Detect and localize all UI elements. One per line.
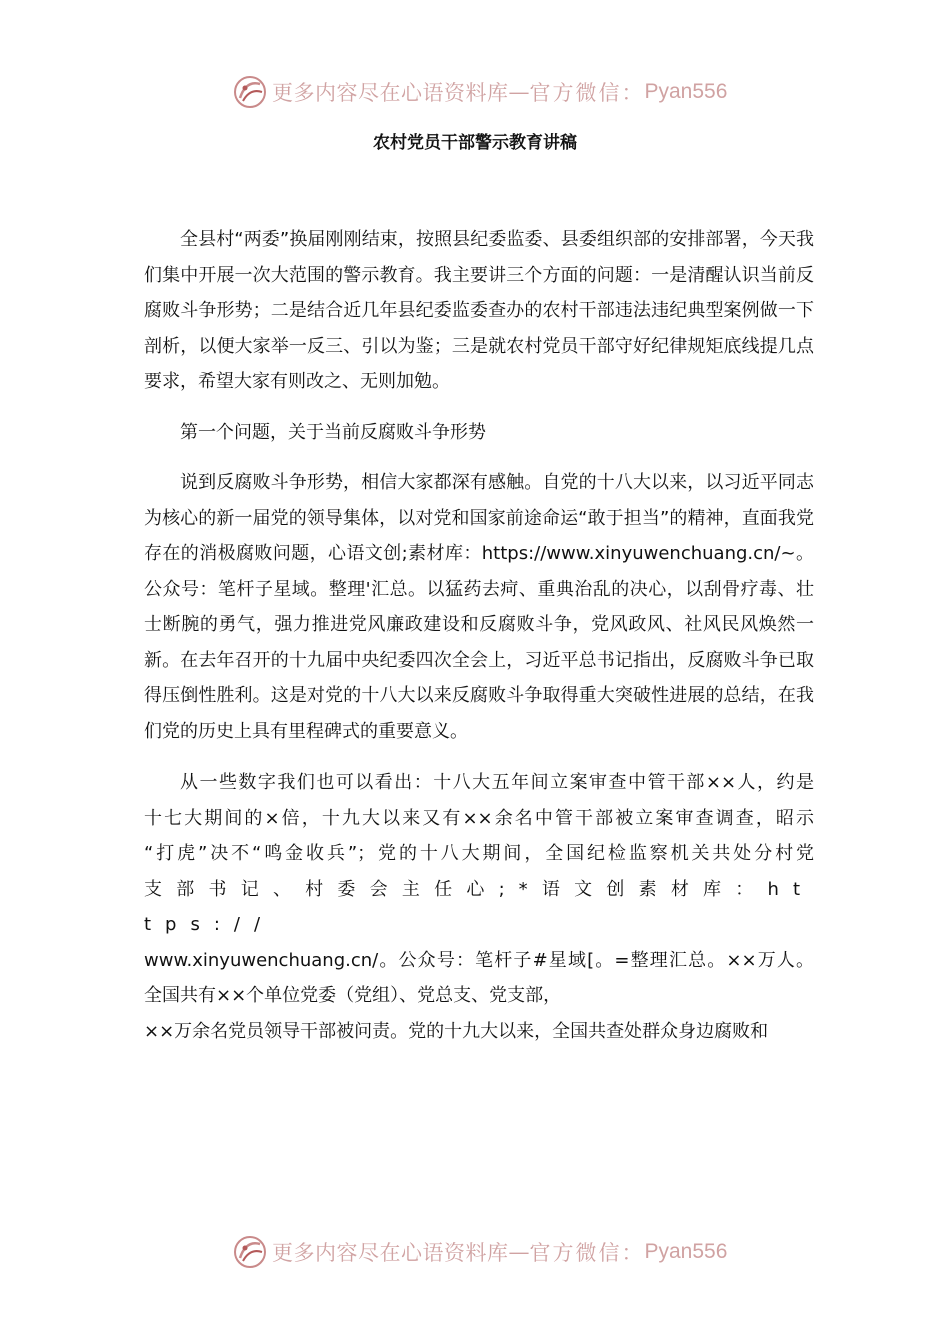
paragraph-line: 从一些数字我们也可以看出：十八大五年间立案审查中管干部××人，约是: [180, 772, 814, 793]
banner-wechat-label: 官方微信：: [529, 81, 645, 105]
banner-text: 更多内容尽在心语资料库: [272, 81, 509, 105]
paragraph-line: 十七大期间的×倍，十九大以来又有××余名中管干部被立案审查调查，昭示: [144, 807, 814, 829]
logo-icon: [232, 1234, 268, 1270]
paragraph-numbers: [144, 765, 814, 1049]
header-watermark-banner: [232, 72, 727, 112]
paragraph-situation: 说到反腐败斗争形势，相信大家都深有感触。自党的十八大以来，以习近平同志为核心的新一届党的领导集体，以对党和国家前途命运“敢于担当”的精神，直面我党存在的消极腐败问题，心语文创;素材库：https://www.xinyuwenchuang.cn/~。公众号：笔杆子星域。整理'汇总。以猛药去疴、重典治乱的决心，以刮骨疗毒、壮士断腕的勇气，强力推进党风廉政建设和反腐败斗争，党风政风、社风民风焕然一新。在去年召开的十九届中央纪委四次全会上，习近平总书记指出，反腐败斗争已取得压倒性胜利。这是对党的十八大以来反腐败斗争取得重大突破性进展的总结，在我们党的历史上具有里程碑式的重要意义。: [144, 472, 814, 742]
paragraph-line: 全国共有××个单位党委（党组）、党总支、党支部，: [144, 985, 562, 1006]
banner-dash: —: [508, 80, 530, 104]
document-body: [144, 222, 814, 1049]
paragraph-intro: 全县村“两委”换届刚刚结束，按照县纪委监委、县委组织部的安排部署，今天我们集中开展一次大范围的警示教育。我主要讲三个方面的问题：一是清醒认识当前反腐败斗争形势；二是结合近几年县纪委监委查办的农村干部违法违纪典型案例做一下剖析，以便大家举一反三、引以为鉴；三是就农村党员干部守好纪律规矩底线提几点要求，希望大家有则改之、无则加勉。: [144, 229, 814, 392]
banner-wechat-label: 官方微信：: [529, 1241, 645, 1265]
paragraph-line: www.xinyuwenchuang.cn/。公众号：笔杆子#星域[。=整理汇总。××万人。: [144, 949, 814, 971]
document-title: 农村党员干部警示教育讲稿: [373, 133, 577, 153]
paragraph-line: 支部书记、村委会主任心;*语文创素材库：https://: [144, 878, 814, 935]
paragraph-line: ××万余名党员领导干部被问责。党的十九大以来，全国共查处群众身边腐败和: [144, 1020, 769, 1042]
section-heading-1: 第一个问题，关于当前反腐败斗争形势: [180, 421, 486, 443]
banner-dash: —: [508, 1240, 530, 1264]
logo-icon: [232, 74, 268, 110]
paragraph-line: “打虎”决不“鸣金收兵”；党的十八大期间，全国纪检监察机关共处分村党: [144, 843, 814, 864]
banner-text: 更多内容尽在心语资料库: [272, 1241, 509, 1265]
footer-watermark-banner: [232, 1232, 727, 1272]
banner-wechat-id: Pyan556: [644, 1240, 728, 1263]
banner-wechat-id: Pyan556: [644, 80, 728, 103]
